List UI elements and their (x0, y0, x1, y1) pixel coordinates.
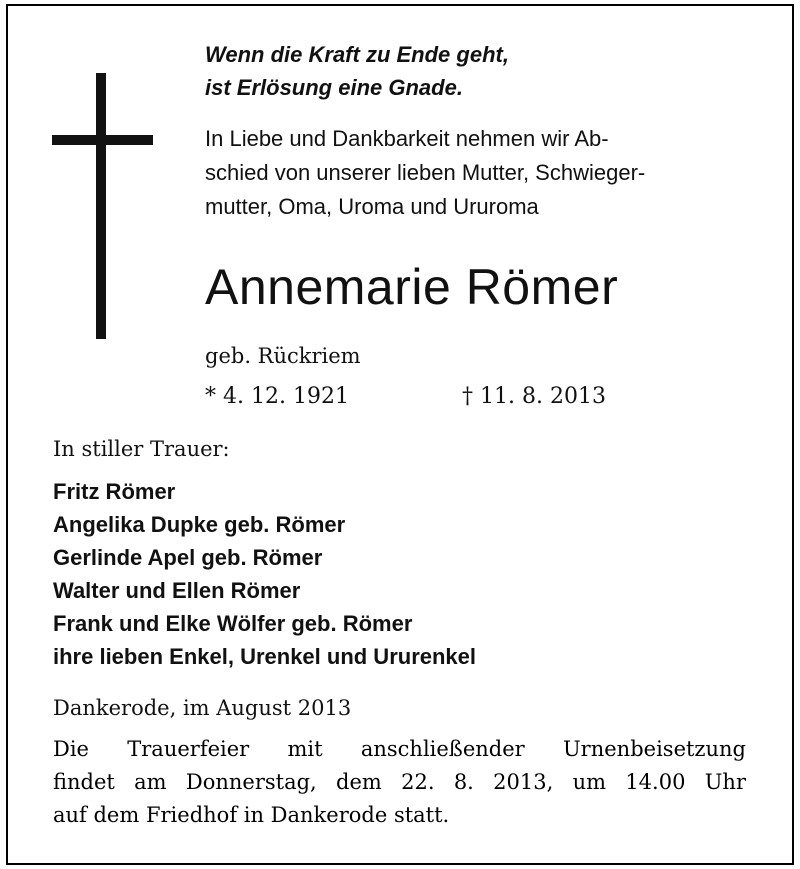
intro-line-3: mutter, Oma, Uroma und Ururoma (205, 194, 539, 219)
mourner-5: Frank und Elke Wölfer geb. Römer (53, 611, 413, 636)
motto-line-2: ist Erlösung eine Gnade. (205, 75, 463, 100)
motto-line-1: Wenn die Kraft zu Ende geht, (205, 42, 509, 67)
death-date: † 11. 8. 2013 (462, 384, 606, 409)
funeral-line-3: auf dem Friedhof in Dankerode statt. (53, 803, 450, 827)
funeral-line-2: findet am Donnerstag, dem 22. 8. 2013, um 14.00 Uhr (53, 770, 746, 794)
place-date: Dankerode, im August 2013 (53, 696, 352, 720)
mourner-2: Angelika Dupke geb. Römer (53, 512, 346, 537)
mourner-4: Walter und Ellen Römer (53, 578, 301, 603)
intro-line-1: In Liebe und Dankbarkeit nehmen wir Ab- (205, 126, 609, 151)
mourner-3: Gerlinde Apel geb. Römer (53, 545, 323, 570)
mourner-1: Fritz Römer (53, 479, 176, 504)
mourners-heading: In stiller Trauer: (53, 437, 230, 461)
intro-line-2: schied von unserer lieben Mutter, Schwieger- (205, 160, 646, 185)
cross-icon (96, 73, 106, 339)
birth-date: * 4. 12. 1921 (205, 384, 349, 409)
funeral-line-1: Die Trauerfeier mit anschließender Urnenbeisetzung (53, 737, 746, 761)
deceased-name: Annemarie Römer (205, 259, 619, 315)
mourner-6: ihre lieben Enkel, Urenkel und Ururenkel (53, 644, 477, 669)
cross-icon-bar (52, 135, 153, 145)
birth-name: geb. Rückriem (205, 344, 361, 368)
